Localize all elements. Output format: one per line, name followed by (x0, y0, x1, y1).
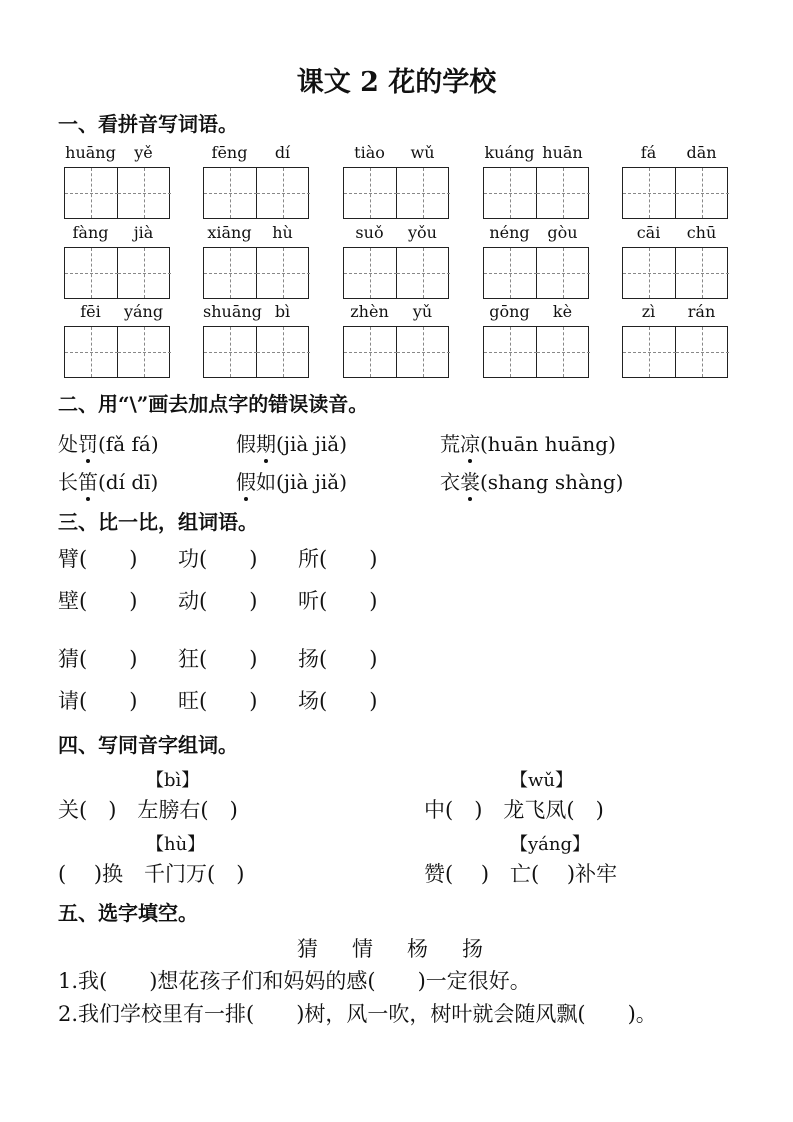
guide-line (344, 352, 397, 353)
homophone-line[interactable]: 中( ) 龙飞凤( ) (424, 798, 604, 822)
guide-line (623, 273, 676, 274)
pinyin-label: fá (640, 143, 657, 162)
guide-line (397, 193, 450, 194)
writing-cell[interactable] (676, 168, 729, 218)
pinyin-label: tiào (354, 143, 385, 162)
writing-cell[interactable] (623, 168, 676, 218)
pinyin-label: dān (686, 143, 717, 162)
tianzige-box[interactable] (483, 247, 589, 299)
tianzige-box[interactable] (64, 167, 170, 219)
option-word: 情 (352, 937, 373, 961)
pinyin-tag: 【bì】 (146, 770, 200, 791)
pinyin-label: yáng (123, 302, 164, 321)
writing-cell[interactable] (397, 248, 450, 298)
writing-cell[interactable] (118, 248, 171, 298)
pinyin-label: rán (687, 302, 716, 321)
pinyin-label: wǔ (410, 143, 435, 162)
item-reading[interactable]: (huān huāng) (480, 432, 616, 456)
item-reading[interactable]: (shang shàng) (480, 470, 624, 494)
pinyin-label: xiāng (207, 223, 252, 242)
writing-cell[interactable] (204, 327, 257, 377)
writing-cell[interactable] (676, 327, 729, 377)
section-5-heading: 五、选字填空。 (58, 901, 198, 925)
compare-item[interactable]: 旺( ) (178, 689, 258, 713)
guide-line (65, 352, 118, 353)
pinyin-label: hù (272, 223, 293, 242)
guide-line (537, 352, 590, 353)
tianzige-box[interactable] (64, 326, 170, 378)
guide-line (676, 193, 729, 194)
pinyin-label: kè (552, 302, 573, 321)
guide-line (118, 193, 171, 194)
guide-line (257, 352, 310, 353)
pinyin-label: néng (489, 223, 530, 242)
item-reading[interactable]: (dí dī) (98, 470, 159, 494)
tianzige-box[interactable] (622, 247, 728, 299)
compare-item[interactable]: 动( ) (178, 589, 258, 613)
guide-line (257, 273, 310, 274)
tianzige-box[interactable] (203, 326, 309, 378)
guide-line (344, 193, 397, 194)
tianzige-box[interactable] (343, 247, 449, 299)
pinyin-label: suǒ (355, 223, 384, 242)
writing-cell[interactable] (623, 327, 676, 377)
dotted-char: 罚 (78, 428, 98, 457)
reading-item (58, 428, 159, 457)
page-title: 课文 2 花的学校 (296, 67, 497, 98)
guide-line (257, 193, 310, 194)
writing-cell[interactable] (344, 168, 397, 218)
tianzige-box[interactable] (64, 247, 170, 299)
pinyin-tag: 【wǔ】 (510, 770, 573, 791)
tianzige-box[interactable] (203, 247, 309, 299)
tianzige-box[interactable] (343, 326, 449, 378)
tianzige-box[interactable] (203, 167, 309, 219)
reading-item (236, 428, 347, 457)
writing-cell[interactable] (344, 248, 397, 298)
dotted-char: 裳 (460, 466, 480, 495)
writing-cell[interactable] (204, 248, 257, 298)
pinyin-label: huān (542, 143, 583, 162)
dotted-char: 凉 (460, 428, 480, 457)
guide-line (204, 273, 257, 274)
reading-item (440, 428, 616, 457)
guide-line (397, 352, 450, 353)
guide-line (623, 352, 676, 353)
word-options (280, 933, 500, 963)
pinyin-label: yě (134, 143, 153, 162)
guide-line (484, 193, 537, 194)
item-char: 假 (236, 432, 256, 456)
writing-cell[interactable] (65, 327, 118, 377)
item-char: 衣 (440, 470, 460, 494)
guide-line (676, 352, 729, 353)
writing-cell[interactable] (537, 248, 590, 298)
item-char: 如 (256, 470, 276, 494)
compare-item[interactable]: 功( ) (178, 547, 258, 571)
compare-item[interactable]: 听( ) (298, 589, 378, 613)
guide-line (484, 273, 537, 274)
pinyin-label: fēng (211, 143, 248, 162)
guide-line (676, 273, 729, 274)
guide-line (484, 352, 537, 353)
item-reading[interactable]: (fǎ fá) (98, 432, 159, 456)
reading-item (236, 466, 347, 495)
homophone-line[interactable]: 关( ) 左膀右( ) (58, 798, 238, 822)
pinyin-label: chū (686, 223, 717, 242)
section-2-heading: 二、用“\”画去加点字的错误读音。 (58, 392, 369, 416)
compare-item[interactable]: 所( ) (298, 547, 378, 571)
compare-item[interactable]: 猜( ) (58, 647, 138, 671)
writing-cell[interactable] (65, 168, 118, 218)
pinyin-label: yǔ (412, 302, 433, 321)
compare-item[interactable]: 扬( ) (298, 647, 378, 671)
writing-cell[interactable] (397, 168, 450, 218)
writing-cell[interactable] (65, 248, 118, 298)
item-char: 荒 (440, 432, 460, 456)
guide-line (537, 273, 590, 274)
compare-item[interactable]: 臂( ) (58, 547, 138, 571)
pinyin-label: jià (133, 223, 154, 242)
homophone-line[interactable]: 赞( ) 亡( )补牢 (424, 862, 618, 886)
reading-item (440, 466, 623, 495)
reading-item (58, 466, 158, 495)
tianzige-box[interactable] (483, 326, 589, 378)
guide-line (623, 193, 676, 194)
item-reading[interactable]: (jià jiǎ) (276, 470, 348, 494)
tianzige-box[interactable] (483, 167, 589, 219)
tianzige-box[interactable] (622, 167, 728, 219)
writing-cell[interactable] (537, 168, 590, 218)
writing-cell[interactable] (537, 327, 590, 377)
pinyin-tag: 【yáng】 (510, 834, 591, 855)
writing-cell[interactable] (623, 248, 676, 298)
writing-cell[interactable] (257, 168, 310, 218)
tianzige-box[interactable] (343, 167, 449, 219)
guide-line (204, 352, 257, 353)
pinyin-label: cāi (636, 223, 661, 242)
compare-item[interactable]: 场( ) (298, 689, 378, 713)
guide-line (397, 273, 450, 274)
pinyin-label: fàng (72, 223, 109, 242)
compare-item[interactable]: 请( ) (58, 689, 138, 713)
pinyin-label: zhèn (350, 302, 389, 321)
pinyin-tag: 【hù】 (146, 834, 206, 855)
writing-cell[interactable] (257, 327, 310, 377)
pinyin-label: yǒu (408, 223, 437, 242)
compare-item[interactable]: 壁( ) (58, 589, 138, 613)
dotted-char: 假 (236, 466, 256, 495)
pinyin-label: bì (274, 302, 291, 321)
guide-line (537, 193, 590, 194)
pinyin-label: fēi (80, 302, 101, 321)
compare-item[interactable]: 狂( ) (178, 647, 258, 671)
section-3-heading: 三、比一比，组词语。 (58, 510, 258, 534)
homophone-line[interactable]: ( )换 千门万( ) (58, 862, 245, 886)
guide-line (118, 273, 171, 274)
writing-cell[interactable] (676, 248, 729, 298)
pinyin-label: gōng (489, 302, 530, 321)
guide-line (344, 273, 397, 274)
pinyin-label: dí (274, 143, 291, 162)
dotted-char: 笛 (78, 466, 98, 495)
pinyin-label: zì (641, 302, 656, 321)
option-word: 杨 (407, 937, 428, 961)
option-word: 扬 (462, 937, 483, 961)
writing-cell[interactable] (484, 327, 537, 377)
pinyin-label: huāng (65, 143, 116, 162)
option-word: 猜 (297, 937, 318, 961)
guide-line (118, 352, 171, 353)
writing-cell[interactable] (484, 248, 537, 298)
fill-question-2[interactable]: 2.我们学校里有一排( )树，风一吹，树叶就会随风飘( )。 (58, 1002, 657, 1026)
writing-cell[interactable] (257, 248, 310, 298)
guide-line (65, 273, 118, 274)
guide-line (204, 193, 257, 194)
guide-line (65, 193, 118, 194)
tianzige-box[interactable] (622, 326, 728, 378)
writing-cell[interactable] (484, 168, 537, 218)
writing-cell[interactable] (118, 168, 171, 218)
writing-cell[interactable] (344, 327, 397, 377)
writing-cell[interactable] (118, 327, 171, 377)
pinyin-label: kuáng (484, 143, 535, 162)
pinyin-label: shuāng (203, 302, 262, 321)
writing-cell[interactable] (204, 168, 257, 218)
dotted-char: 期 (256, 428, 276, 457)
section-4-heading: 四、写同音字组词。 (58, 733, 238, 757)
section-1-heading: 一、看拼音写词语。 (58, 112, 238, 136)
item-char: 长 (58, 470, 78, 494)
writing-cell[interactable] (397, 327, 450, 377)
fill-question-1[interactable]: 1.我( )想花孩子们和妈妈的感( )一定很好。 (58, 969, 531, 993)
item-char: 处 (58, 432, 78, 456)
item-reading[interactable]: (jià jiǎ) (276, 432, 348, 456)
pinyin-label: gòu (547, 223, 578, 242)
